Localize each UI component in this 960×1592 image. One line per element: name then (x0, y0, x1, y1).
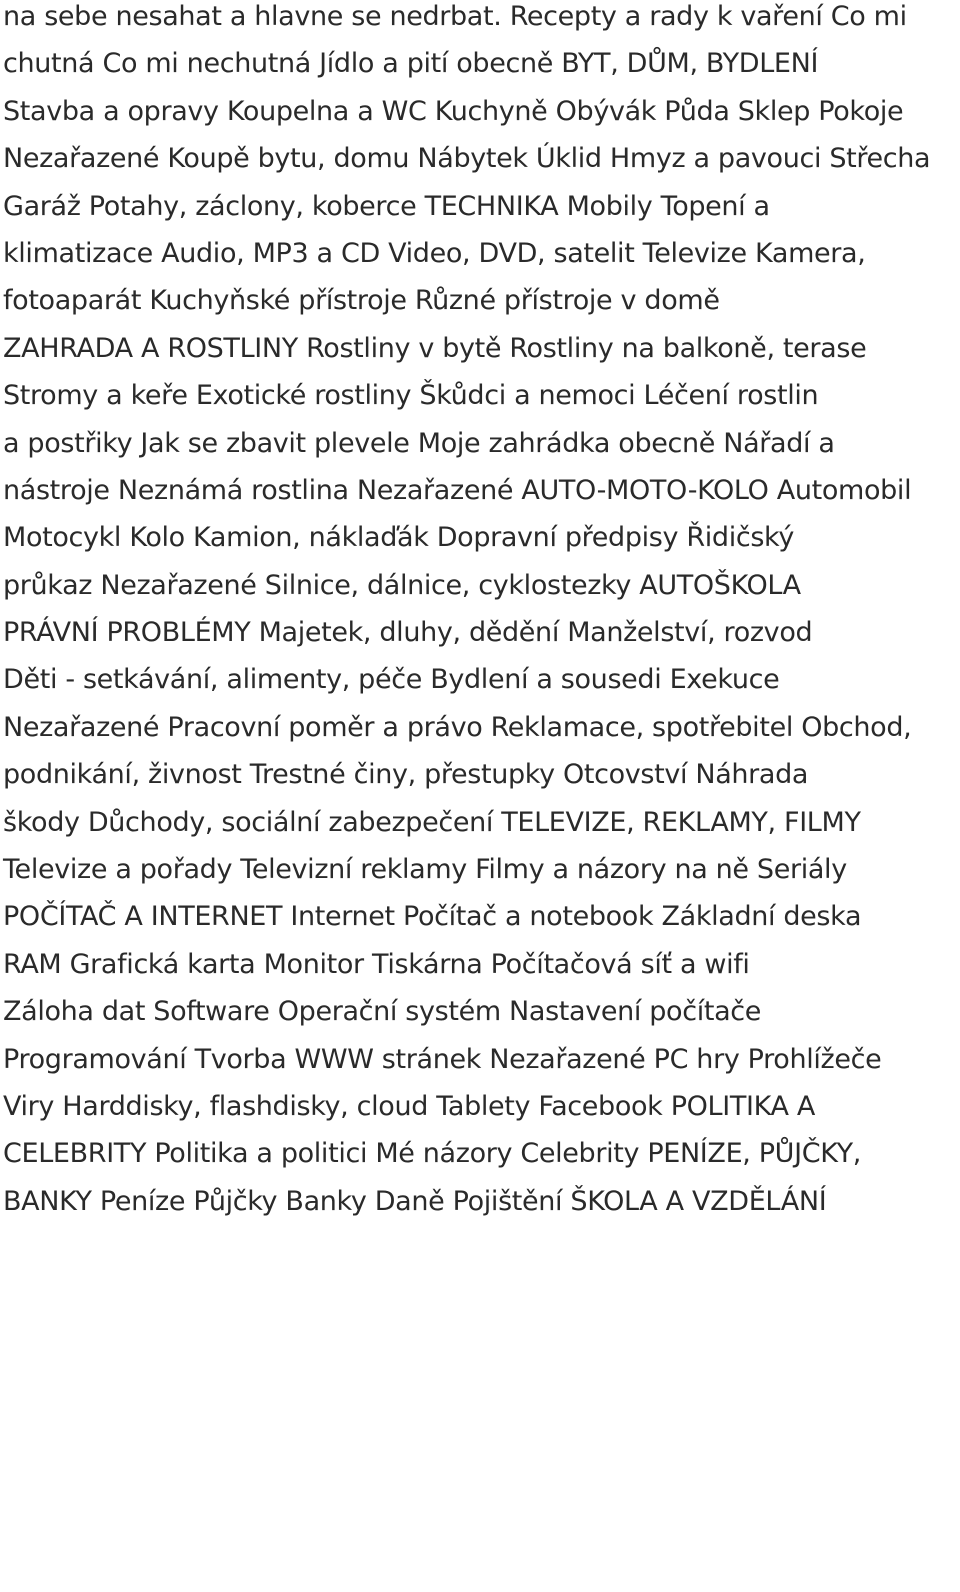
text-line: Viry Harddisky, flashdisky, cloud Tablety Facebook POLITIKA A (3, 1090, 815, 1122)
text-line: podnikání, živnost Trestné činy, přestupky Otcovství Náhrada (3, 759, 809, 791)
text-line: chutná Co mi nechutná Jídlo a pití obecně BYT, DŮM, BYDLENÍ (3, 48, 819, 80)
text-line: BANKY Peníze Půjčky Banky Daně Pojištění ŠKOLA A VZDĚLÁNÍ (3, 1185, 827, 1217)
text-line: Děti - setkávání, alimenty, péče Bydlení a sousedi Exekuce (3, 664, 780, 696)
text-line: CELEBRITY Politika a politici Mé názory Celebrity PENÍZE, PŮJČKY, (3, 1138, 861, 1170)
text-line: škody Důchody, sociální zabezpečení TELEVIZE, REKLAMY, FILMY (3, 806, 861, 838)
text-line: Nezařazené Koupě bytu, domu Nábytek Úklid Hmyz a pavouci Střecha (3, 143, 931, 175)
text-line: RAM Grafická karta Monitor Tiskárna Počítačová síť a wifi (3, 948, 750, 980)
text-line: Garáž Potahy, záclony, koberce TECHNIKA Mobily Topení a (3, 190, 770, 222)
text-line: PRÁVNÍ PROBLÉMY Majetek, dluhy, dědění Manželství, rozvod (3, 617, 813, 649)
text-line: průkaz Nezařazené Silnice, dálnice, cyklostezky AUTOŠKOLA (3, 569, 801, 601)
text-line: Televize a pořady Televizní reklamy Filmy a názory na ně Seriály (3, 854, 847, 886)
text-line: fotoaparát Kuchyňské přístroje Různé přístroje v domě (3, 285, 720, 317)
text-line: ZAHRADA A ROSTLINY Rostliny v bytě Rostliny na balkoně, terase (3, 332, 867, 364)
text-line: Stromy a keře Exotické rostliny Škůdci a nemoci Léčení rostlin (3, 380, 819, 412)
text-line: klimatizace Audio, MP3 a CD Video, DVD, satelit Televize Kamera, (3, 237, 866, 269)
text-line: Nezařazené Pracovní poměr a právo Reklamace, spotřebitel Obchod, (3, 711, 912, 743)
text-line: POČÍTAČ A INTERNET Internet Počítač a notebook Základní deska (3, 901, 862, 933)
text-line: nástroje Neznámá rostlina Nezařazené AUTO-MOTO-KOLO Automobil (3, 474, 912, 506)
text-line: na sebe nesahat a hlavne se nedrbat. Recepty a rady k vaření Co mi (3, 1, 907, 32)
text-line: a postřiky Jak se zbavit plevele Moje zahrádka obecně Nářadí a (3, 427, 835, 459)
text-line: Záloha dat Software Operační systém Nastavení počítače (3, 996, 762, 1028)
text-line: Motocykl Kolo Kamion, náklaďák Dopravní předpisy Řidičský (3, 522, 795, 554)
text-line: Stavba a opravy Koupelna a WC Kuchyně Obývák Půda Sklep Pokoje (3, 95, 904, 127)
text-line: Programování Tvorba WWW stránek Nezařazené PC hry Prohlížeče (3, 1043, 882, 1075)
